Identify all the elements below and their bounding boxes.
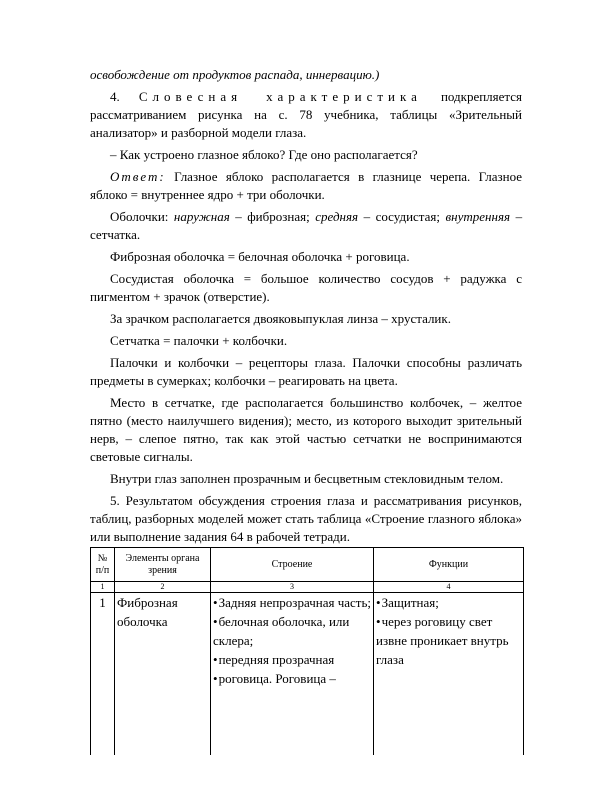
column-number: 2 bbox=[115, 582, 211, 593]
table-column-numbers-row bbox=[91, 582, 524, 593]
shells-lead: Оболочки: bbox=[110, 209, 169, 224]
row-structure bbox=[211, 593, 374, 756]
answer-paragraph bbox=[90, 168, 522, 204]
structure-item: • передняя прозрачная bbox=[213, 650, 371, 669]
table-header-row bbox=[91, 548, 524, 582]
section-4-heading: Словесная характеристика bbox=[138, 89, 422, 104]
header-elements: Элементы органа зрения bbox=[115, 548, 211, 582]
header-number: № п/п bbox=[91, 548, 115, 582]
middle-term: средняя bbox=[315, 209, 359, 224]
row-number: 1 bbox=[91, 593, 115, 756]
function-item: • через роговицу свет извне проникает внутрь глаза bbox=[376, 612, 521, 669]
eye-structure-table bbox=[90, 547, 524, 755]
structure-item: • белочная оболочка, или склера; bbox=[213, 612, 371, 650]
outer-value: – фиброзная; bbox=[235, 209, 310, 224]
section-5-paragraph: 5. Результатом обсуждения строения глаза и рассматривания рисунков, таблиц, разборных моделей может стать таблица «Строение глазного яблока» или выполнение задания 64 в рабочей тетради. bbox=[90, 493, 522, 544]
middle-value: – сосудистая; bbox=[363, 209, 441, 224]
paragraph: За зрачком располагается двояковыпуклая линза – хрусталик. bbox=[110, 311, 451, 326]
table-row bbox=[91, 593, 524, 756]
header-structure: Строение bbox=[211, 548, 374, 582]
section-4-number: 4. bbox=[110, 89, 120, 104]
function-item: • Защитная; bbox=[376, 593, 521, 612]
structure-item: • роговица. Роговица – bbox=[213, 669, 371, 688]
paragraph: Внутри глаз заполнен прозрачным и бесцветным стекловидным телом. bbox=[110, 471, 504, 486]
paragraph: Фиброзная оболочка = белочная оболочка + роговица. bbox=[110, 249, 410, 264]
header-functions: Функции bbox=[374, 548, 524, 582]
section-4-paragraph bbox=[90, 88, 522, 142]
answer-label: Ответ: bbox=[110, 169, 166, 184]
intro-line: освобождение от продуктов распада, иннервацию.) bbox=[90, 67, 380, 82]
paragraph: Сосудистая оболочка = большое количество сосудов + радужка с пигментом + зрачок (отверстие). bbox=[90, 271, 522, 304]
column-number: 1 bbox=[91, 582, 115, 593]
section-4-text: подкрепляется рассматриванием рисунка на с. 78 учебника, таблицы «Зрительный анализатор» и разборной модели глаза. bbox=[90, 89, 523, 140]
inner-value: – сетчатка. bbox=[90, 209, 523, 242]
column-number: 4 bbox=[374, 582, 524, 593]
question: – Как устроено глазное яблоко? Где оно располагается? bbox=[110, 147, 418, 162]
document-body bbox=[90, 66, 522, 546]
outer-term: наружная bbox=[173, 209, 230, 224]
paragraph: Сетчатка = палочки + колбочки. bbox=[110, 333, 288, 348]
shells-paragraph bbox=[90, 208, 522, 244]
row-functions bbox=[374, 593, 524, 756]
answer-text: Глазное яблоко располагается в глазнице черепа. Глазное яблоко = внутреннее ядро + три оболочки. bbox=[90, 169, 523, 202]
structure-item: • Задняя непрозрачная часть; bbox=[213, 593, 371, 612]
paragraph: Палочки и колбочки – рецепторы глаза. Палочки способны различать предметы в сумерках; колбочки – реагировать на цвета. bbox=[90, 355, 522, 388]
paragraph: Место в сетчатке, где располагается большинство колбочек, – желтое пятно (место наилучшего видения); место, из которого выходит зрительный нерв, – слепое пятно, так как этой частью сетчатки не воспринимаются световые сигналы. bbox=[90, 395, 522, 464]
row-element: Фиброзная оболочка bbox=[115, 593, 211, 756]
inner-term: внутренняя bbox=[445, 209, 511, 224]
column-number: 3 bbox=[211, 582, 374, 593]
